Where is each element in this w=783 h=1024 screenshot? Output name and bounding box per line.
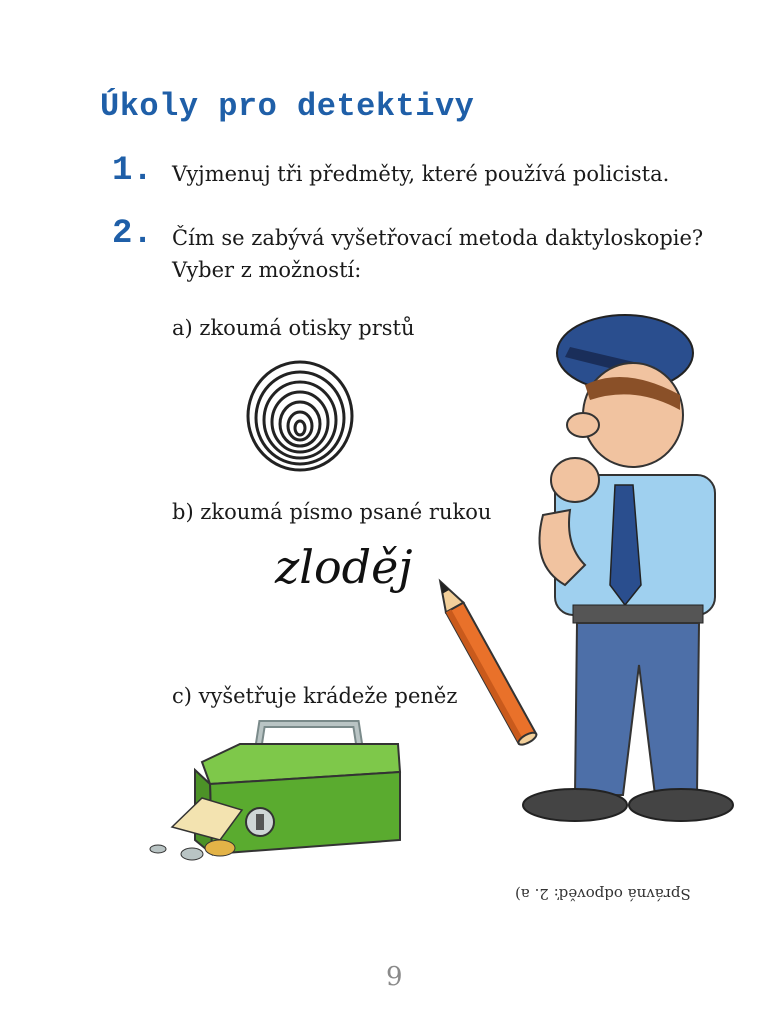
page-title: Úkoly pro detektivy	[100, 88, 475, 125]
fingerprint-icon	[245, 360, 355, 472]
task-2-text-line2: Vyber z možností:	[172, 258, 362, 282]
policeman-illustration	[515, 305, 745, 835]
page-number: 9	[386, 962, 403, 992]
option-b: b) zkoumá písmo psané rukou	[172, 500, 492, 524]
handwriting-sample	[270, 535, 450, 605]
option-c: c) vyšetřuje krádeže peněz	[172, 684, 458, 708]
option-a: a) zkoumá otisky prstů	[172, 316, 415, 340]
task-1-text: Vyjmenuj tři předměty, které používá policista.	[172, 162, 670, 186]
answer-note: Správná odpověď: 2. a)	[515, 885, 691, 903]
task-1-number: 1.	[112, 152, 153, 190]
handwriting-word: zloděj	[275, 540, 413, 594]
task-2-number: 2.	[112, 215, 153, 253]
task-2-text-line1: Čím se zabývá vyšetřovací metoda daktyloskopie?	[172, 226, 704, 250]
cash-box-illustration	[150, 722, 405, 867]
